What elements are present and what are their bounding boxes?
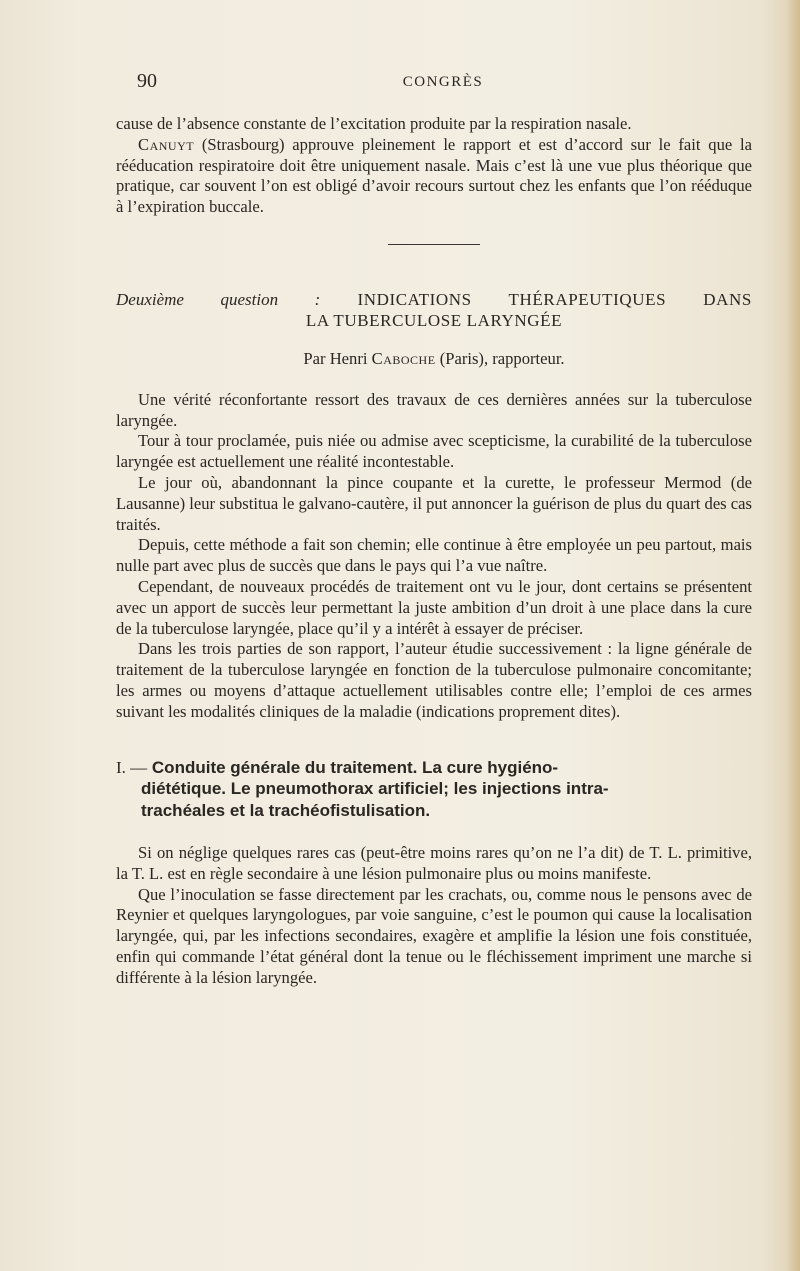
- speaker-name: Canuyt: [138, 134, 195, 154]
- intro-paragraph-2-text: (Strasbourg) approuve pleinement le rapport et est d’accord sur le fait que la rééducation respiratoire doit être uniquement nasale. Mais c’est là une vue plus théorique que pratique, car souvent l’on est obligé d’avoir recours surtout chez les enfants que l’on rééduque à l’expiration buccale.: [116, 134, 752, 217]
- byline: [116, 349, 752, 370]
- author-name: Caboche: [371, 348, 436, 368]
- page-edge-shadow: [786, 0, 800, 1271]
- section-heading-line-1: [116, 757, 752, 779]
- body-paragraph-5: Cependant, de nouveaux procédés de traitement ont vu le jour, dont certains se présentent avec un apport de succès leur permettant la juste ambition d’un droit à une place dans la cure de la tuberculose laryngée, place qu’il y a intérêt à essayer de préciser.: [116, 576, 752, 638]
- question-label: Deuxième question :: [116, 289, 321, 309]
- question-heading-line-1: [116, 289, 752, 310]
- page-number: 90: [137, 70, 157, 92]
- section-title-3: trachéales et la trachéofistulisation.: [141, 800, 431, 820]
- body-paragraph-3: Le jour où, abandonnant la pince coupante et la curette, le professeur Mermod (de Lausanne) leur substitua le galvano-cautère, il put annoncer la guérison de plus du quart des cas traités.: [116, 472, 752, 534]
- running-head: CONGRÈS: [402, 74, 484, 90]
- question-title-2: LA TUBERCULOSE LARYNGÉE: [305, 310, 563, 330]
- section-paragraph-2: Que l’inoculation se fasse directement par les crachats, ou, comme nous le pensons avec de Reynier et quelques laryngologues, par voie sanguine, c’est le poumon qui cause la localisation laryngée, qui, par les infections secondaires, exagère et amplifie la lésion une fois constituée, enfin qui commande l’état général dont la tenue ou le fléchissement impriment une marche si différente à la lésion laryngée.: [116, 884, 752, 987]
- body-paragraph-6: Dans les trois parties de son rapport, l’auteur étudie successivement : la ligne générale de traitement de la tuberculose laryngée en fonction de la tuberculose pulmonaire concomitante; les armes ou moyens d’attaque actuellement utilisables contre elle; l’emploi de ces armes suivant les modalités cliniques de la maladie (indications proprement dites).: [116, 639, 752, 721]
- page-content: [116, 114, 752, 989]
- page-header: [137, 70, 749, 100]
- section-heading: [116, 757, 752, 822]
- section-title-1: Conduite générale du traitement. La cure hygiéno-: [151, 757, 559, 777]
- section-title-2: diététique. Le pneumothorax artificiel; les injections intra-: [141, 779, 609, 799]
- intro-paragraph-1: cause de l’absence constante de l’excitation produite par la respiration nasale.: [116, 114, 632, 133]
- section-paragraph-1: Si on néglige quelques rares cas (peut-être moins rares qu’on ne l’a dit) de T. L. primitive, la T. L. est en règle secondaire à une lésion pulmonaire plus ou moins manifeste.: [116, 843, 752, 883]
- body-paragraph-1: Une vérité réconfortante ressort des travaux de ces dernières années sur la tuberculose laryngée.: [116, 389, 752, 430]
- section-divider: [388, 244, 480, 245]
- body-paragraph-4: Depuis, cette méthode a fait son chemin; elle continue à être employée un peu partout, mais nulle part avec plus de succès que dans le pays qui l’a vue naître.: [116, 535, 752, 576]
- byline-suffix: (Paris), rapporteur.: [439, 348, 565, 368]
- body-paragraph-2: Tour à tour proclamée, puis niée ou admise avec scepticisme, la curabilité de la tuberculose laryngée est actuellement une réalité incontestable.: [116, 431, 752, 472]
- byline-prefix: Par Henri: [303, 348, 368, 368]
- question-title-1: INDICATIONS THÉRAPEUTIQUES DANS: [357, 289, 752, 309]
- section-number: I. —: [116, 757, 148, 777]
- intro-paragraph-2: [116, 135, 752, 218]
